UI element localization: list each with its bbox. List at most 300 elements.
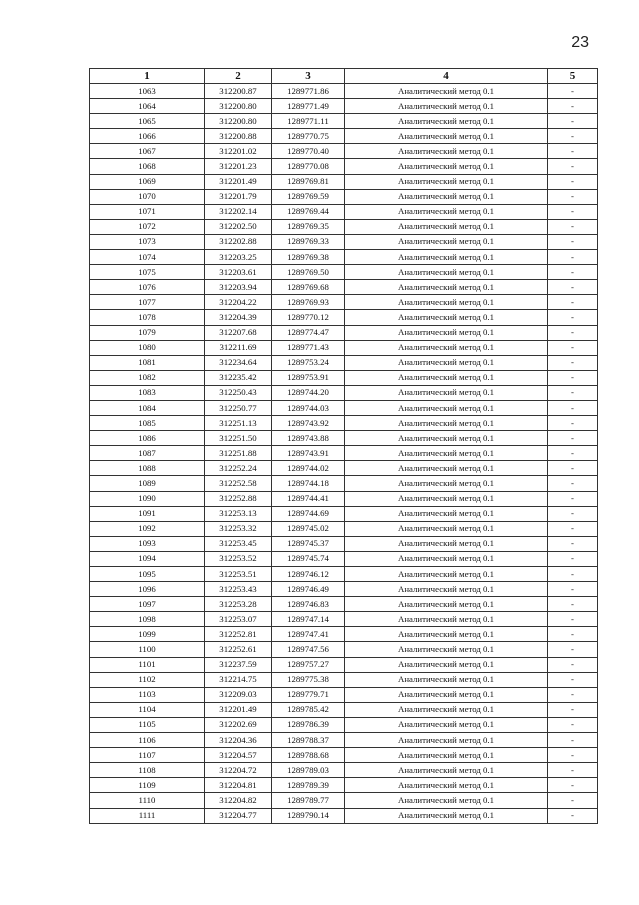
method-cell: Аналитический метод 0.1 <box>345 250 548 265</box>
note-cell: - <box>548 748 598 763</box>
method-cell: Аналитический метод 0.1 <box>345 808 548 823</box>
table-row <box>90 672 598 687</box>
point-number-cell: 1069 <box>90 174 205 189</box>
method-cell: Аналитический метод 0.1 <box>345 234 548 249</box>
note-cell: - <box>548 642 598 657</box>
y-coordinate-cell: 1289788.37 <box>272 733 345 748</box>
point-number-cell: 1081 <box>90 355 205 370</box>
point-number-cell: 1070 <box>90 189 205 204</box>
y-coordinate-cell: 1289743.88 <box>272 431 345 446</box>
method-cell: Аналитический метод 0.1 <box>345 582 548 597</box>
point-number-cell: 1111 <box>90 808 205 823</box>
note-cell: - <box>548 612 598 627</box>
note-cell: - <box>548 370 598 385</box>
method-cell: Аналитический метод 0.1 <box>345 310 548 325</box>
table-row <box>90 521 598 536</box>
point-number-cell: 1110 <box>90 793 205 808</box>
point-number-cell: 1092 <box>90 521 205 536</box>
x-coordinate-cell: 312253.51 <box>205 567 272 582</box>
table-row <box>90 808 598 823</box>
method-cell: Аналитический метод 0.1 <box>345 627 548 642</box>
table-row <box>90 340 598 355</box>
method-cell: Аналитический метод 0.1 <box>345 114 548 129</box>
method-cell: Аналитический метод 0.1 <box>345 265 548 280</box>
table-row <box>90 491 598 506</box>
table-row <box>90 129 598 144</box>
point-number-cell: 1101 <box>90 657 205 672</box>
x-coordinate-cell: 312204.36 <box>205 733 272 748</box>
y-coordinate-cell: 1289746.49 <box>272 582 345 597</box>
method-cell: Аналитический метод 0.1 <box>345 657 548 672</box>
note-cell: - <box>548 763 598 778</box>
point-number-cell: 1064 <box>90 99 205 114</box>
method-cell: Аналитический метод 0.1 <box>345 219 548 234</box>
method-cell: Аналитический метод 0.1 <box>345 491 548 506</box>
table-row <box>90 793 598 808</box>
x-coordinate-cell: 312207.68 <box>205 325 272 340</box>
method-cell: Аналитический метод 0.1 <box>345 340 548 355</box>
y-coordinate-cell: 1289745.74 <box>272 551 345 566</box>
note-cell: - <box>548 250 598 265</box>
method-cell: Аналитический метод 0.1 <box>345 129 548 144</box>
note-cell: - <box>548 672 598 687</box>
y-coordinate-cell: 1289769.44 <box>272 204 345 219</box>
table-row <box>90 476 598 491</box>
x-coordinate-cell: 312253.52 <box>205 551 272 566</box>
table-row <box>90 748 598 763</box>
y-coordinate-cell: 1289769.50 <box>272 265 345 280</box>
y-coordinate-cell: 1289743.91 <box>272 446 345 461</box>
point-number-cell: 1065 <box>90 114 205 129</box>
method-cell: Аналитический метод 0.1 <box>345 416 548 431</box>
x-coordinate-cell: 312204.77 <box>205 808 272 823</box>
x-coordinate-cell: 312204.82 <box>205 793 272 808</box>
point-number-cell: 1075 <box>90 265 205 280</box>
table-row <box>90 612 598 627</box>
point-number-cell: 1080 <box>90 340 205 355</box>
point-number-cell: 1068 <box>90 159 205 174</box>
y-coordinate-cell: 1289769.35 <box>272 219 345 234</box>
x-coordinate-cell: 312214.75 <box>205 672 272 687</box>
table-row <box>90 280 598 295</box>
table-row <box>90 174 598 189</box>
x-coordinate-cell: 312200.87 <box>205 84 272 99</box>
coordinates-table <box>89 68 598 824</box>
table-row <box>90 536 598 551</box>
note-cell: - <box>548 400 598 415</box>
x-coordinate-cell: 312202.14 <box>205 204 272 219</box>
x-coordinate-cell: 312250.43 <box>205 385 272 400</box>
table-row <box>90 763 598 778</box>
point-number-cell: 1090 <box>90 491 205 506</box>
x-coordinate-cell: 312203.94 <box>205 280 272 295</box>
note-cell: - <box>548 99 598 114</box>
x-coordinate-cell: 312252.88 <box>205 491 272 506</box>
x-coordinate-cell: 312237.59 <box>205 657 272 672</box>
table-row <box>90 204 598 219</box>
y-coordinate-cell: 1289789.39 <box>272 778 345 793</box>
header-col-3: 3 <box>272 69 345 84</box>
point-number-cell: 1066 <box>90 129 205 144</box>
note-cell: - <box>548 551 598 566</box>
point-number-cell: 1096 <box>90 582 205 597</box>
point-number-cell: 1074 <box>90 250 205 265</box>
y-coordinate-cell: 1289769.93 <box>272 295 345 310</box>
y-coordinate-cell: 1289774.47 <box>272 325 345 340</box>
method-cell: Аналитический метод 0.1 <box>345 687 548 702</box>
point-number-cell: 1087 <box>90 446 205 461</box>
point-number-cell: 1086 <box>90 431 205 446</box>
table-row <box>90 219 598 234</box>
y-coordinate-cell: 1289753.24 <box>272 355 345 370</box>
point-number-cell: 1084 <box>90 400 205 415</box>
point-number-cell: 1102 <box>90 672 205 687</box>
y-coordinate-cell: 1289745.02 <box>272 521 345 536</box>
table-row <box>90 717 598 732</box>
table-row <box>90 370 598 385</box>
y-coordinate-cell: 1289788.68 <box>272 748 345 763</box>
method-cell: Аналитический метод 0.1 <box>345 521 548 536</box>
method-cell: Аналитический метод 0.1 <box>345 763 548 778</box>
point-number-cell: 1097 <box>90 597 205 612</box>
method-cell: Аналитический метод 0.1 <box>345 385 548 400</box>
y-coordinate-cell: 1289769.59 <box>272 189 345 204</box>
y-coordinate-cell: 1289744.41 <box>272 491 345 506</box>
note-cell: - <box>548 733 598 748</box>
note-cell: - <box>548 461 598 476</box>
note-cell: - <box>548 144 598 159</box>
table-row <box>90 114 598 129</box>
table-row <box>90 461 598 476</box>
table-row <box>90 355 598 370</box>
x-coordinate-cell: 312252.81 <box>205 627 272 642</box>
table-header-row <box>90 69 598 84</box>
table-row <box>90 567 598 582</box>
y-coordinate-cell: 1289753.91 <box>272 370 345 385</box>
point-number-cell: 1107 <box>90 748 205 763</box>
point-number-cell: 1091 <box>90 506 205 521</box>
point-number-cell: 1088 <box>90 461 205 476</box>
method-cell: Аналитический метод 0.1 <box>345 642 548 657</box>
y-coordinate-cell: 1289769.33 <box>272 234 345 249</box>
note-cell: - <box>548 627 598 642</box>
x-coordinate-cell: 312209.03 <box>205 687 272 702</box>
method-cell: Аналитический метод 0.1 <box>345 702 548 717</box>
table-row <box>90 446 598 461</box>
x-coordinate-cell: 312211.69 <box>205 340 272 355</box>
y-coordinate-cell: 1289771.49 <box>272 99 345 114</box>
note-cell: - <box>548 295 598 310</box>
x-coordinate-cell: 312234.64 <box>205 355 272 370</box>
method-cell: Аналитический метод 0.1 <box>345 99 548 114</box>
point-number-cell: 1073 <box>90 234 205 249</box>
method-cell: Аналитический метод 0.1 <box>345 355 548 370</box>
table-row <box>90 265 598 280</box>
note-cell: - <box>548 506 598 521</box>
method-cell: Аналитический метод 0.1 <box>345 748 548 763</box>
method-cell: Аналитический метод 0.1 <box>345 144 548 159</box>
note-cell: - <box>548 129 598 144</box>
point-number-cell: 1076 <box>90 280 205 295</box>
table-body <box>90 84 598 824</box>
method-cell: Аналитический метод 0.1 <box>345 793 548 808</box>
note-cell: - <box>548 84 598 99</box>
method-cell: Аналитический метод 0.1 <box>345 733 548 748</box>
table-row <box>90 627 598 642</box>
page-number: 23 <box>571 34 589 51</box>
table-row <box>90 416 598 431</box>
method-cell: Аналитический метод 0.1 <box>345 778 548 793</box>
x-coordinate-cell: 312204.57 <box>205 748 272 763</box>
header-col-4: 4 <box>345 69 548 84</box>
point-number-cell: 1095 <box>90 567 205 582</box>
method-cell: Аналитический метод 0.1 <box>345 400 548 415</box>
point-number-cell: 1077 <box>90 295 205 310</box>
note-cell: - <box>548 521 598 536</box>
table-row <box>90 733 598 748</box>
note-cell: - <box>548 204 598 219</box>
method-cell: Аналитический метод 0.1 <box>345 370 548 385</box>
method-cell: Аналитический метод 0.1 <box>345 536 548 551</box>
y-coordinate-cell: 1289769.38 <box>272 250 345 265</box>
method-cell: Аналитический метод 0.1 <box>345 295 548 310</box>
note-cell: - <box>548 778 598 793</box>
x-coordinate-cell: 312202.50 <box>205 219 272 234</box>
y-coordinate-cell: 1289744.02 <box>272 461 345 476</box>
table-row <box>90 189 598 204</box>
table-row <box>90 582 598 597</box>
table-row <box>90 778 598 793</box>
point-number-cell: 1063 <box>90 84 205 99</box>
x-coordinate-cell: 312204.72 <box>205 763 272 778</box>
y-coordinate-cell: 1289744.18 <box>272 476 345 491</box>
x-coordinate-cell: 312204.39 <box>205 310 272 325</box>
point-number-cell: 1089 <box>90 476 205 491</box>
note-cell: - <box>548 491 598 506</box>
method-cell: Аналитический метод 0.1 <box>345 612 548 627</box>
table-row <box>90 234 598 249</box>
point-number-cell: 1099 <box>90 627 205 642</box>
x-coordinate-cell: 312200.88 <box>205 129 272 144</box>
table-row <box>90 84 598 99</box>
table-row <box>90 295 598 310</box>
x-coordinate-cell: 312201.49 <box>205 702 272 717</box>
table-row <box>90 597 598 612</box>
note-cell: - <box>548 114 598 129</box>
method-cell: Аналитический метод 0.1 <box>345 204 548 219</box>
y-coordinate-cell: 1289771.43 <box>272 340 345 355</box>
note-cell: - <box>548 582 598 597</box>
x-coordinate-cell: 312253.28 <box>205 597 272 612</box>
x-coordinate-cell: 312235.42 <box>205 370 272 385</box>
y-coordinate-cell: 1289757.27 <box>272 657 345 672</box>
table-row <box>90 400 598 415</box>
point-number-cell: 1079 <box>90 325 205 340</box>
point-number-cell: 1105 <box>90 717 205 732</box>
y-coordinate-cell: 1289771.86 <box>272 84 345 99</box>
table-row <box>90 250 598 265</box>
point-number-cell: 1108 <box>90 763 205 778</box>
table-row <box>90 325 598 340</box>
method-cell: Аналитический метод 0.1 <box>345 567 548 582</box>
method-cell: Аналитический метод 0.1 <box>345 672 548 687</box>
y-coordinate-cell: 1289775.38 <box>272 672 345 687</box>
x-coordinate-cell: 312200.80 <box>205 114 272 129</box>
x-coordinate-cell: 312252.58 <box>205 476 272 491</box>
note-cell: - <box>548 657 598 672</box>
method-cell: Аналитический метод 0.1 <box>345 159 548 174</box>
y-coordinate-cell: 1289770.08 <box>272 159 345 174</box>
y-coordinate-cell: 1289786.39 <box>272 717 345 732</box>
y-coordinate-cell: 1289769.68 <box>272 280 345 295</box>
header-col-1: 1 <box>90 69 205 84</box>
note-cell: - <box>548 476 598 491</box>
table-row <box>90 99 598 114</box>
x-coordinate-cell: 312253.07 <box>205 612 272 627</box>
table-row <box>90 657 598 672</box>
y-coordinate-cell: 1289789.77 <box>272 793 345 808</box>
x-coordinate-cell: 312251.50 <box>205 431 272 446</box>
point-number-cell: 1071 <box>90 204 205 219</box>
method-cell: Аналитический метод 0.1 <box>345 189 548 204</box>
table-row <box>90 687 598 702</box>
note-cell: - <box>548 446 598 461</box>
x-coordinate-cell: 312201.49 <box>205 174 272 189</box>
table-row <box>90 431 598 446</box>
table-row <box>90 159 598 174</box>
note-cell: - <box>548 385 598 400</box>
header-col-5: 5 <box>548 69 598 84</box>
method-cell: Аналитический метод 0.1 <box>345 717 548 732</box>
method-cell: Аналитический метод 0.1 <box>345 476 548 491</box>
y-coordinate-cell: 1289747.14 <box>272 612 345 627</box>
x-coordinate-cell: 312203.61 <box>205 265 272 280</box>
method-cell: Аналитический метод 0.1 <box>345 461 548 476</box>
x-coordinate-cell: 312202.69 <box>205 717 272 732</box>
point-number-cell: 1104 <box>90 702 205 717</box>
y-coordinate-cell: 1289743.92 <box>272 416 345 431</box>
point-number-cell: 1109 <box>90 778 205 793</box>
point-number-cell: 1082 <box>90 370 205 385</box>
point-number-cell: 1098 <box>90 612 205 627</box>
note-cell: - <box>548 431 598 446</box>
note-cell: - <box>548 597 598 612</box>
y-coordinate-cell: 1289747.56 <box>272 642 345 657</box>
y-coordinate-cell: 1289744.03 <box>272 400 345 415</box>
x-coordinate-cell: 312204.22 <box>205 295 272 310</box>
note-cell: - <box>548 687 598 702</box>
point-number-cell: 1067 <box>90 144 205 159</box>
method-cell: Аналитический метод 0.1 <box>345 280 548 295</box>
note-cell: - <box>548 174 598 189</box>
y-coordinate-cell: 1289747.41 <box>272 627 345 642</box>
point-number-cell: 1085 <box>90 416 205 431</box>
y-coordinate-cell: 1289744.69 <box>272 506 345 521</box>
method-cell: Аналитический метод 0.1 <box>345 446 548 461</box>
x-coordinate-cell: 312253.43 <box>205 582 272 597</box>
note-cell: - <box>548 310 598 325</box>
note-cell: - <box>548 189 598 204</box>
table-row <box>90 310 598 325</box>
note-cell: - <box>548 265 598 280</box>
y-coordinate-cell: 1289770.75 <box>272 129 345 144</box>
note-cell: - <box>548 355 598 370</box>
point-number-cell: 1103 <box>90 687 205 702</box>
x-coordinate-cell: 312204.81 <box>205 778 272 793</box>
point-number-cell: 1094 <box>90 551 205 566</box>
note-cell: - <box>548 717 598 732</box>
note-cell: - <box>548 325 598 340</box>
x-coordinate-cell: 312253.32 <box>205 521 272 536</box>
note-cell: - <box>548 536 598 551</box>
point-number-cell: 1072 <box>90 219 205 234</box>
note-cell: - <box>548 793 598 808</box>
method-cell: Аналитический метод 0.1 <box>345 506 548 521</box>
x-coordinate-cell: 312253.45 <box>205 536 272 551</box>
point-number-cell: 1083 <box>90 385 205 400</box>
y-coordinate-cell: 1289770.12 <box>272 310 345 325</box>
y-coordinate-cell: 1289789.03 <box>272 763 345 778</box>
note-cell: - <box>548 280 598 295</box>
table-row <box>90 144 598 159</box>
y-coordinate-cell: 1289771.11 <box>272 114 345 129</box>
y-coordinate-cell: 1289770.40 <box>272 144 345 159</box>
y-coordinate-cell: 1289779.71 <box>272 687 345 702</box>
y-coordinate-cell: 1289745.37 <box>272 536 345 551</box>
note-cell: - <box>548 808 598 823</box>
method-cell: Аналитический метод 0.1 <box>345 431 548 446</box>
note-cell: - <box>548 567 598 582</box>
note-cell: - <box>548 219 598 234</box>
method-cell: Аналитический метод 0.1 <box>345 174 548 189</box>
y-coordinate-cell: 1289790.14 <box>272 808 345 823</box>
x-coordinate-cell: 312252.24 <box>205 461 272 476</box>
x-coordinate-cell: 312201.23 <box>205 159 272 174</box>
point-number-cell: 1093 <box>90 536 205 551</box>
x-coordinate-cell: 312250.77 <box>205 400 272 415</box>
note-cell: - <box>548 159 598 174</box>
method-cell: Аналитический метод 0.1 <box>345 551 548 566</box>
x-coordinate-cell: 312253.13 <box>205 506 272 521</box>
x-coordinate-cell: 312202.88 <box>205 234 272 249</box>
table-row <box>90 385 598 400</box>
table-row <box>90 702 598 717</box>
y-coordinate-cell: 1289746.12 <box>272 567 345 582</box>
y-coordinate-cell: 1289746.83 <box>272 597 345 612</box>
method-cell: Аналитический метод 0.1 <box>345 84 548 99</box>
x-coordinate-cell: 312251.13 <box>205 416 272 431</box>
x-coordinate-cell: 312203.25 <box>205 250 272 265</box>
table-row <box>90 551 598 566</box>
x-coordinate-cell: 312251.88 <box>205 446 272 461</box>
note-cell: - <box>548 340 598 355</box>
x-coordinate-cell: 312200.80 <box>205 99 272 114</box>
y-coordinate-cell: 1289785.42 <box>272 702 345 717</box>
table-row <box>90 506 598 521</box>
point-number-cell: 1078 <box>90 310 205 325</box>
x-coordinate-cell: 312201.79 <box>205 189 272 204</box>
method-cell: Аналитический метод 0.1 <box>345 597 548 612</box>
note-cell: - <box>548 702 598 717</box>
point-number-cell: 1100 <box>90 642 205 657</box>
y-coordinate-cell: 1289744.20 <box>272 385 345 400</box>
method-cell: Аналитический метод 0.1 <box>345 325 548 340</box>
note-cell: - <box>548 416 598 431</box>
y-coordinate-cell: 1289769.81 <box>272 174 345 189</box>
x-coordinate-cell: 312252.61 <box>205 642 272 657</box>
note-cell: - <box>548 234 598 249</box>
table-row <box>90 642 598 657</box>
